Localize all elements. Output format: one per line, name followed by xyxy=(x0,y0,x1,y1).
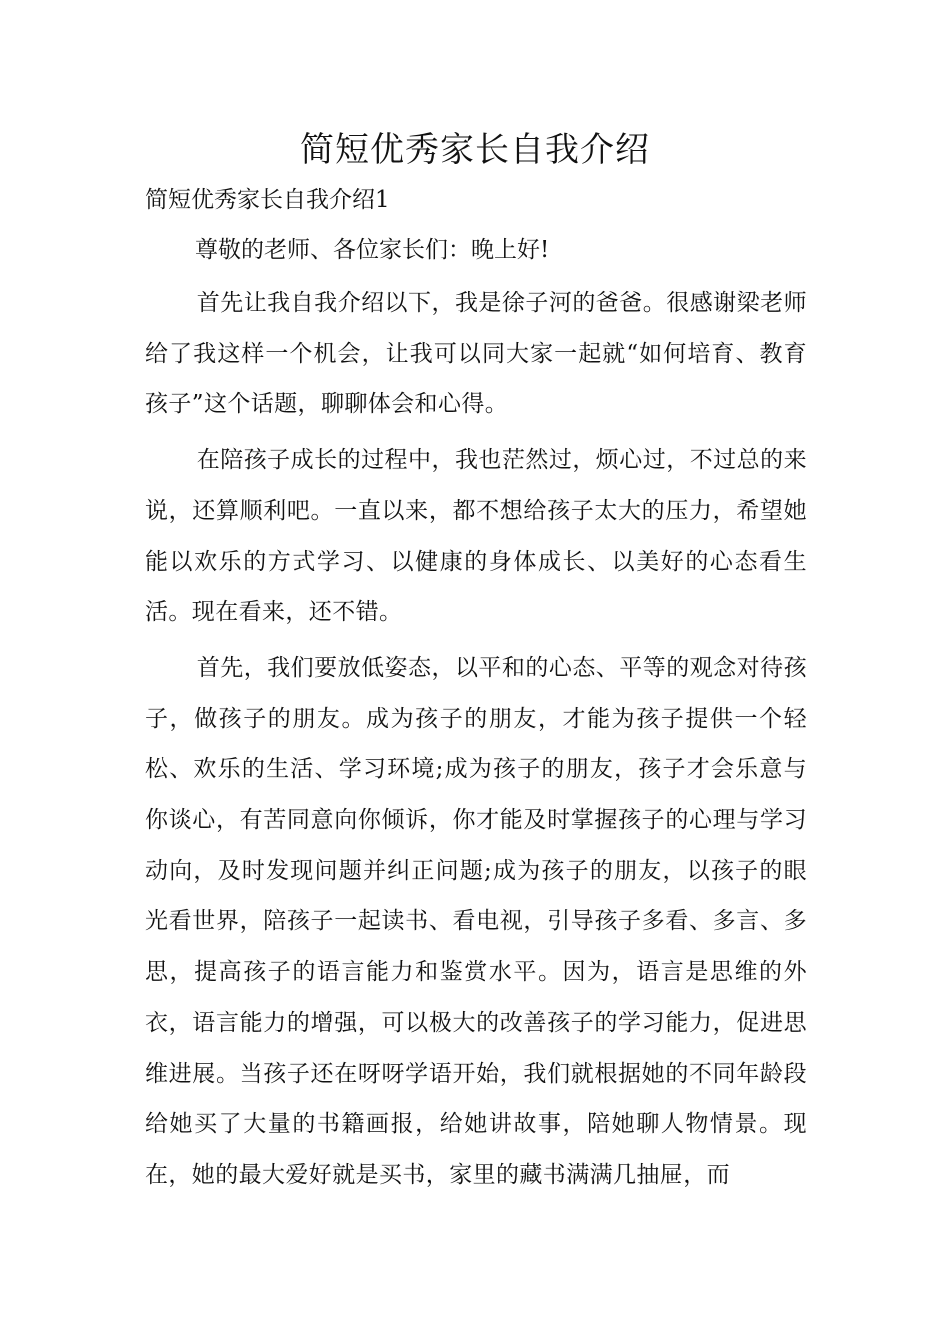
paragraph: 首先，我们要放低姿态，以平和的心态、平等的观念对待孩子，做孩子的朋友。成为孩子的朋友，才能为孩子提供一个轻松、欢乐的生活、学习环境;成为孩子的朋友，孩子才会乐意与你谈心，有苦同意向你倾诉，你才能及时掌握孩子的心理与学习动向，及时发现问题并纠正问题;成为孩子的朋友，以孩子的眼光看世界，陪孩子一起读书、看电视，引导孩子多看、多言、多思，提高孩子的语言能力和鉴赏水平。因为，语言是思维的外衣，语言能力的增强，可以极大的改善孩子的学习能力，促进思维进展。当孩子还在呀呀学语开始，我们就根据她的不同年龄段给她买了大量的书籍画报，给她讲故事，陪她聊人物情景。现在，她的最大爱好就是买书，家里的藏书满满几抽屉，而 xyxy=(145,654,807,1188)
paragraph: 在陪孩子成长的过程中，我也茫然过，烦心过，不过总的来说，还算顺利吧。一直以来，都不想给孩子太大的压力，希望她能以欢乐的方式学习、以健康的身体成长、以美好的心态看生活。现在看来，还不错。 xyxy=(145,447,807,626)
greeting-line: 尊敬的老师、各位家长们：晚上好! xyxy=(195,237,550,263)
paragraph: 首先让我自我介绍以下，我是徐子河的爸爸。很感谢梁老师给了我这样一个机会，让我可以同大家一起就“如何培育、教育孩子”这个话题，聊聊体会和心得。 xyxy=(145,290,807,418)
section-heading: 简短优秀家长自我介绍1 xyxy=(145,187,390,213)
body-text xyxy=(145,278,807,1206)
document-title: 简短优秀家长自我介绍 xyxy=(300,130,650,170)
